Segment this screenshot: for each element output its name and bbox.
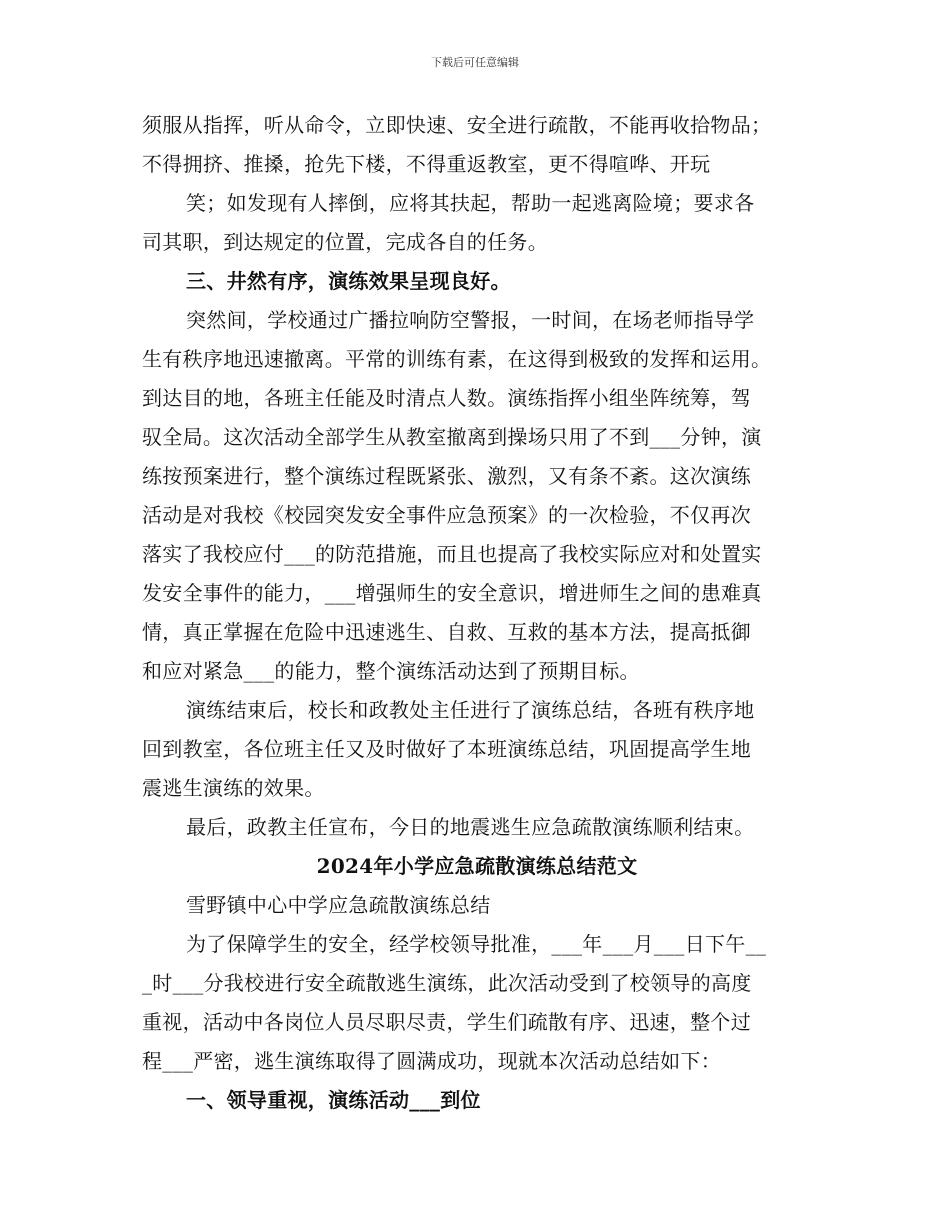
text-line: 震逃生演练的效果。 bbox=[142, 776, 325, 800]
section-title: 2024年小学应急疏散演练总结范文 bbox=[316, 854, 638, 878]
text-line: 突然间，学校通过广播拉响防空警报，一时间，在场老师指导学 bbox=[186, 308, 755, 332]
text-line: 驭全局。这次活动全部学生从教室撤离到操场只用了不到___分钟，演 bbox=[142, 425, 762, 449]
section-heading: 三、井然有序，演练效果呈现良好。 bbox=[186, 269, 511, 293]
text-line: _时___分我校进行安全疏散逃生演练，此次活动受到了校领导的高度 bbox=[142, 971, 752, 995]
text-line: 到达目的地，各班主任能及时清点人数。演练指挥小组坐阵统筹，驾 bbox=[142, 386, 751, 410]
text-line: 回到教室，各位班主任又及时做好了本班演练总结，巩固提高学生地 bbox=[142, 737, 751, 761]
text-line: 不得拥挤、推搡，抢先下楼，不得重返教室，更不得喧哗、开玩 bbox=[142, 152, 711, 176]
text-line: 落实了我校应付___的防范措施，而且也提高了我校实际应对和处置实 bbox=[142, 542, 762, 566]
text-line: 程___严密，逃生演练取得了圆满成功，现就本次活动总结如下： bbox=[142, 1049, 721, 1073]
text-line: 重视，活动中各岗位人员尽职尽责，学生们疏散有序、迅速，整个过 bbox=[142, 1010, 751, 1034]
text-line: 发安全事件的能力，___增强师生的安全意识，增进师生之间的患难真 bbox=[142, 581, 762, 605]
page-header: 下载后可任意编辑 bbox=[431, 56, 519, 69]
text-line: 司其职，到达规定的位置，完成各自的任务。 bbox=[142, 230, 548, 254]
section-heading: 一、领导重视，演练活动___到位 bbox=[186, 1088, 481, 1112]
text-line: 为了保障学生的安全，经学校领导批准，___年___月___日下午__ bbox=[186, 932, 767, 956]
text-line: 练按预案进行，整个演练过程既紧张、激烈，又有条不紊。这次演练 bbox=[142, 464, 751, 488]
text-line: 生有秩序地迅速撤离。平常的训练有素，在这得到极致的发挥和运用。 bbox=[142, 347, 772, 371]
text-line: 情，真正掌握在危险中迅速逃生、自救、互救的基本方法，提高抵御 bbox=[142, 620, 751, 644]
text-line: 须服从指挥，听从命令，立即快速、安全进行疏散，不能再收拾物品； bbox=[142, 113, 772, 137]
text-line: 最后，政教主任宣布，今日的地震逃生应急疏散演练顺利结束。 bbox=[186, 815, 755, 839]
text-line: 活动是对我校《校园突发安全事件应急预案》的一次检验，不仅再次 bbox=[142, 503, 751, 527]
document-body bbox=[142, 106, 812, 1120]
text-line: 雪野镇中心中学应急疏散演练总结 bbox=[186, 893, 491, 917]
text-line: 和应对紧急___的能力，整个演练活动达到了预期目标。 bbox=[142, 659, 640, 683]
text-line: 演练结束后，校长和政教处主任进行了演练总结，各班有秩序地 bbox=[186, 698, 755, 722]
text-line: 笑；如发现有人摔倒，应将其扶起，帮助一起逃离险境；要求各 bbox=[186, 191, 755, 215]
